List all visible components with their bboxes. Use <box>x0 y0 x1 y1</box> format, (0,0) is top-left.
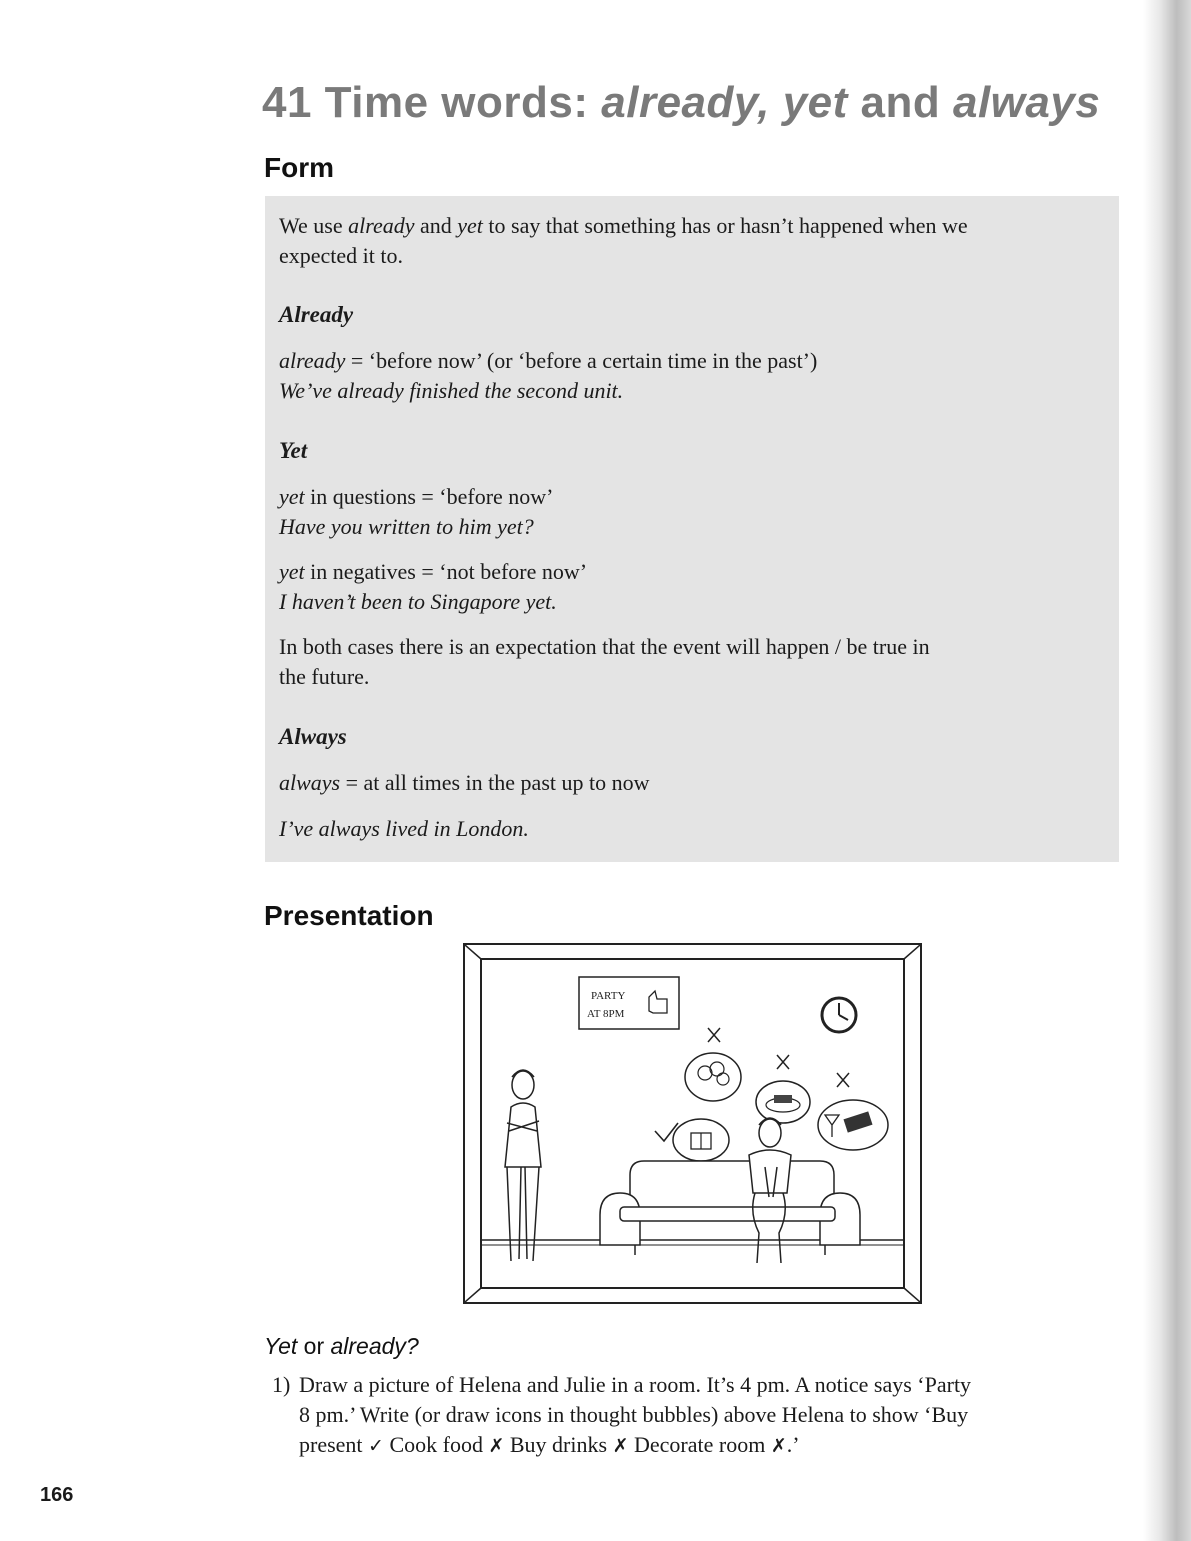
drinks-bubble <box>818 1073 888 1150</box>
yet-negatives-example: I haven’t been to Singapore yet. <box>279 589 557 614</box>
sofa <box>600 1161 860 1255</box>
cross-icon: ✗ <box>770 1435 787 1457</box>
always-example: I’ve always lived in London. <box>279 816 529 841</box>
room-illustration <box>463 943 922 1304</box>
already-definition: already = ‘before now’ (or ‘before a certain time in the past’) <box>279 348 818 373</box>
expectation-note-line2: the future. <box>279 664 370 689</box>
yet-questions-example: Have you written to him yet? <box>279 514 534 539</box>
yet-negatives-definition: yet in negatives = ‘not before now’ <box>279 559 588 584</box>
exercise-line1: Draw a picture of Helena and Julie in a room. It’s 4 pm. A notice says ‘Party <box>299 1372 972 1397</box>
cross-icon: ✗ <box>488 1435 505 1457</box>
title-number: 41 Time words: <box>262 78 589 127</box>
yet-questions-definition: yet in questions = ‘before now’ <box>279 484 554 509</box>
already-heading: Already <box>279 302 354 327</box>
balloons-bubble <box>685 1028 741 1101</box>
food-bubble <box>756 1055 810 1123</box>
always-definition: always = at all times in the past up to now <box>279 770 650 795</box>
check-icon: ✓ <box>368 1435 384 1457</box>
always-heading: Always <box>279 724 347 749</box>
presentation-heading: Presentation <box>264 900 434 931</box>
form-heading: Form <box>264 152 334 183</box>
exercise-line3: present ✓ Cook food ✗ Buy drinks ✗ Decorate room ✗.’ <box>299 1432 800 1457</box>
notice-line2: AT 8PM <box>587 1008 625 1020</box>
room-drawing <box>465 945 920 1302</box>
expectation-note-line1: In both cases there is an expectation that the event will happen / be true in <box>279 634 930 659</box>
exercise-line2: 8 pm.’ Write (or draw icons in thought bubbles) above Helena to show ‘Buy <box>299 1402 969 1427</box>
party-notice <box>579 977 679 1029</box>
page-number: 166 <box>40 1484 74 1506</box>
exercise-item-number: 1) <box>272 1372 291 1397</box>
title-term-yet: yet <box>782 78 848 127</box>
yet-heading: Yet <box>279 438 308 463</box>
form-intro-line1: We use already and yet to say that something has or hasn’t happened when we <box>279 213 968 238</box>
notice-line1: PARTY <box>591 990 626 1002</box>
title-term-already: already, <box>601 78 770 127</box>
standing-woman <box>505 1070 541 1261</box>
sitting-woman <box>749 1118 791 1263</box>
exercise-heading: Yet or already? <box>264 1333 419 1359</box>
present-bubble <box>655 1119 729 1161</box>
title-conjunction: and <box>860 78 941 127</box>
exercise-item-1 <box>272 1370 1102 1461</box>
already-example: We’ve already finished the second unit. <box>279 378 624 403</box>
form-box <box>265 196 1119 862</box>
page-title <box>262 78 1100 128</box>
title-term-always: always <box>952 78 1101 127</box>
form-intro-line2: expected it to. <box>279 243 404 268</box>
clock-icon <box>822 998 856 1032</box>
page-edge-shadow <box>1143 0 1191 1541</box>
cross-icon: ✗ <box>612 1435 629 1457</box>
